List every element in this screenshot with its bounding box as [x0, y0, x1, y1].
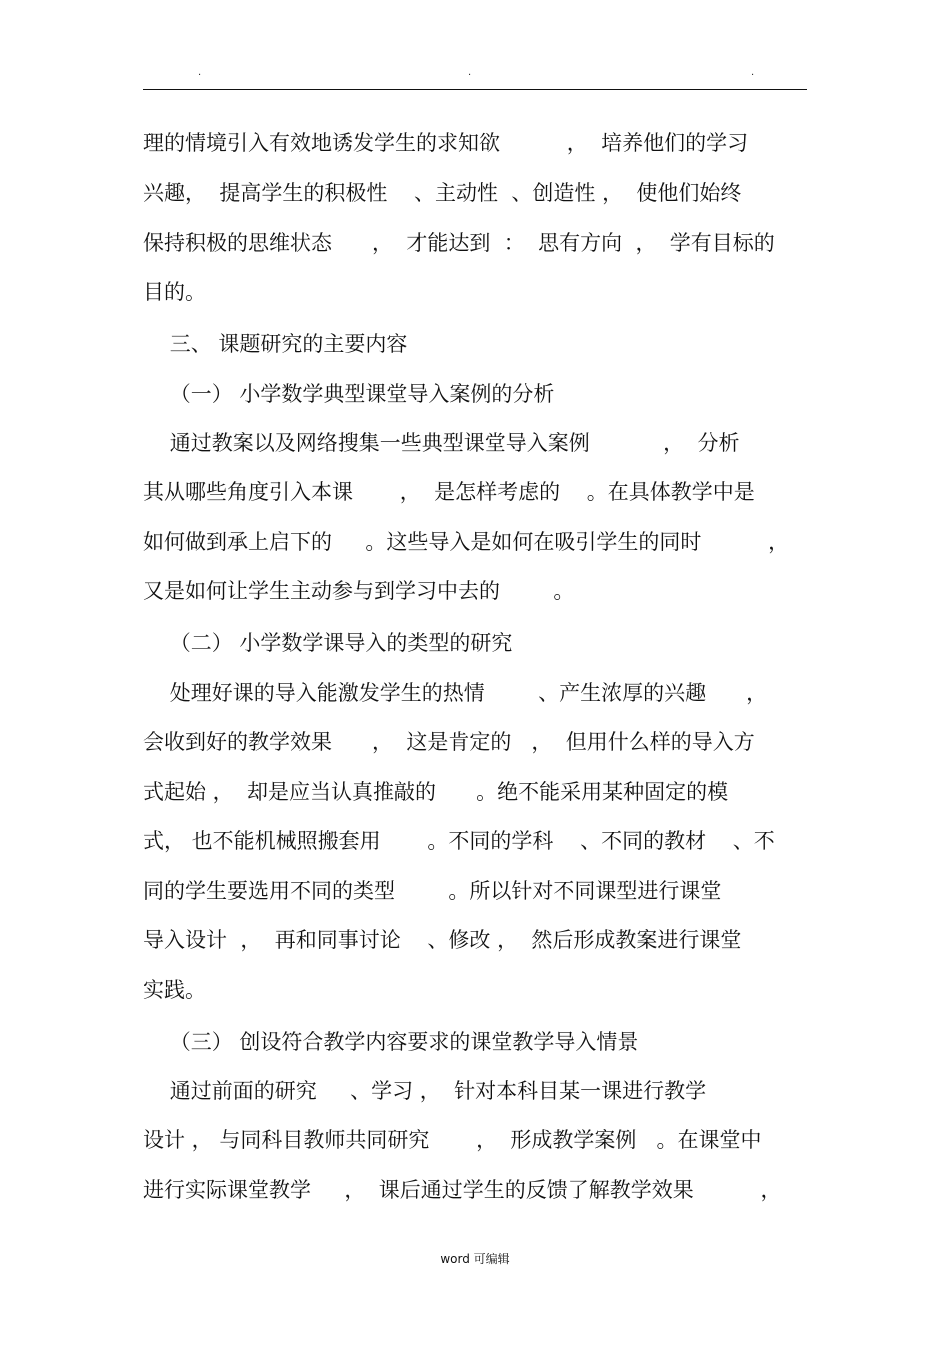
- text-line: 实践。: [143, 978, 206, 1002]
- page-footer: word 可编辑: [440, 1252, 510, 1266]
- text-line: 式起始 ， 却是应当认真推敲的 。绝不能采用某种固定的模: [143, 780, 729, 804]
- text-line: 处理好课的导入能激发学生的热情 、产生浓厚的兴趣 ，: [143, 681, 768, 705]
- text-line: 会收到好的教学效果 ， 这是肯定的 ， 但用什么样的导入方: [143, 730, 755, 754]
- text-line: 通过教案以及网络搜集一些典型课堂导入案例 ， 分析: [143, 431, 740, 455]
- text-line: 保持积极的思维状态 ， 才能达到 ： 思有方向 ， 学有目标的: [143, 231, 775, 255]
- subsection-heading: （三） 创设符合教学内容要求的课堂教学导入情景: [143, 1030, 639, 1054]
- section-heading: 三、 课题研究的主要内容: [143, 332, 408, 356]
- text-line: 导入设计 ， 再和同事讨论 、修改 ， 然后形成教案进行课堂: [143, 928, 742, 952]
- text-line: 其从哪些角度引入本课 ， 是怎样考虑的 。在具体教学中是: [143, 480, 755, 504]
- text-line: 进行实际课堂教学 ， 课后通过学生的反馈了解教学效果 ，: [143, 1178, 782, 1202]
- text-line: 理的情境引入有效地诱发学生的求知欲 ， 培养他们的学习: [143, 131, 749, 155]
- text-line: 通过前面的研究 、学习 ， 针对本科目某一课进行教学: [143, 1079, 707, 1103]
- header-dot-right: .: [751, 67, 755, 78]
- header-rule: [143, 89, 807, 90]
- subsection-heading: （二） 小学数学课导入的类型的研究: [143, 631, 513, 655]
- text-line: 目的。: [143, 280, 206, 304]
- text-line: 同的学生要选用不同的类型 。所以针对不同课型进行课堂: [143, 879, 722, 903]
- header-dot-left: .: [198, 67, 202, 78]
- text-line: 如何做到承上启下的 。这些导入是如何在吸引学生的同时 ，: [143, 530, 790, 554]
- text-line: 又是如何让学生主动参与到学习中去的 。: [143, 579, 575, 603]
- subsection-heading: （一） 小学数学典型课堂导入案例的分析: [143, 382, 555, 406]
- text-line: 式， 也不能机械照搬套用 。不同的学科 、不同的教材 、不: [143, 829, 775, 853]
- text-line: 兴趣， 提高学生的积极性 、主动性 、创造性 ， 使他们始终: [143, 181, 742, 205]
- header-dot-center: .: [468, 67, 472, 78]
- text-line: 设计 ， 与同科目教师共同研究 ， 形成教学案例 。在课堂中: [143, 1128, 762, 1152]
